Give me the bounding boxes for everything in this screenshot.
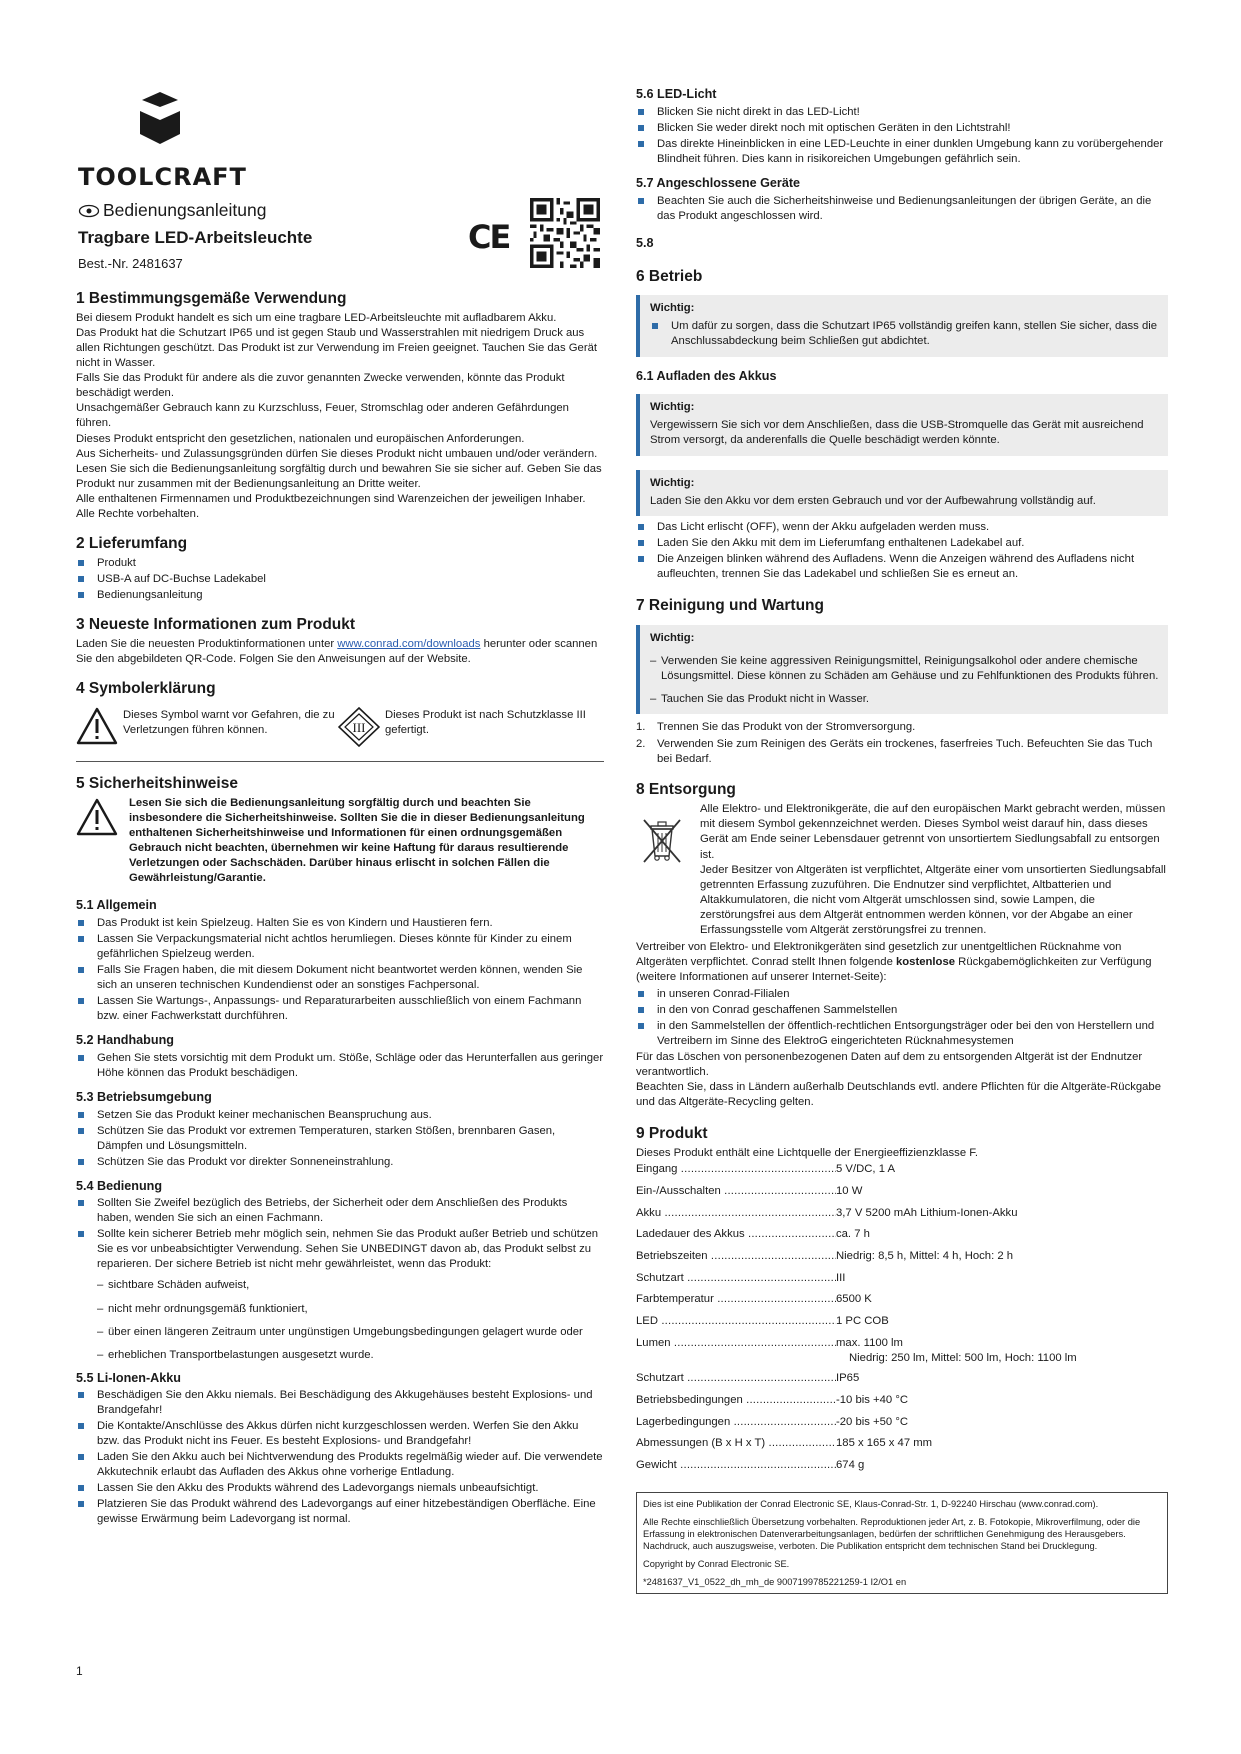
dash-item: – erheblichen Transportbelastungen ausgesetzt wurde.	[97, 1348, 604, 1363]
section-5-2-title: 5.2 Handhabung	[76, 1033, 174, 1048]
spec-label: Gewicht .....	[636, 1458, 836, 1473]
toolcraft-logo-mark-icon	[76, 92, 256, 154]
spec-value: Niedrig: 8,5 h, Mittel: 4 h, Hoch: 2 h	[836, 1249, 1014, 1262]
s61-list	[636, 520, 1168, 582]
imprint-publisher: Dies ist eine Publikation der Conrad Electronic SE, Klaus-Conrad-Str. 1, D-92240 Hirschau (www.conrad.com).	[643, 1498, 1099, 1509]
list-item: Sollte kein sicherer Betrieb mehr möglich sein, nehmen Sie das Produkt außer Betrieb und schützen Sie es vor unbeabsichtigter Verwendung. Sehen Sie UNBEDINGT davon ab, das Produkt selbst zu reparieren. Der sichere Betrieb ist nicht mehr gewährleistet, wenn das Produkt:	[76, 1227, 604, 1272]
spec-label: Betriebszeiten .....	[636, 1249, 836, 1264]
s1-paragraph: Falls Sie das Produkt für andere als die zuvor genannten Zwecke verwenden, könnte das Produkt beschädigt werden.	[76, 372, 565, 400]
list-item: Bedienungsanleitung	[76, 588, 604, 603]
warning-box-list	[650, 319, 1160, 349]
spec-label: Lumen .....	[636, 1336, 836, 1351]
spec-label: Lagerbedingungen .....	[636, 1415, 836, 1430]
list-item: in den von Conrad geschaffenen Sammelstellen	[636, 1003, 1168, 1018]
spec-row	[636, 1249, 1168, 1271]
s1-paragraph: Das Produkt hat die Schutzart IP65 und ist gegen Staub und Wasserstrahlen mit niedrigem Druck aus allen Richtungen geschützt. Das Produkt ist zur Verwendung im Freien geeignet. Tauchen Sie das Gerät nicht in Wasser.	[76, 327, 598, 370]
step-text: Verwenden Sie zum Reinigen des Geräts ein trockenes, faserfreies Tuch. Befeuchten Sie das Tuch bei Bedarf.	[657, 738, 1153, 766]
section-5-7-title: 5.7 Angeschlossene Geräte	[636, 175, 801, 190]
dash-item: – nicht mehr ordnungsgemäß funktioniert,	[97, 1302, 604, 1317]
s8-bold-text: kostenlose	[896, 955, 956, 968]
s1-paragraph: Bei diesem Produkt handelt es sich um eine tragbare LED-Arbeitsleuchte mit aufladbarem Akku.	[76, 312, 557, 325]
class3-symbol-text: Dieses Produkt ist nach Schutzklasse III gefertigt.	[385, 708, 586, 736]
s56-list	[636, 105, 1168, 167]
spec-table	[636, 1162, 1168, 1480]
imprint-doc-id: *2481637_V1_0522_dh_mh_de 9007199785221259-1 I2/O1 en	[643, 1577, 907, 1588]
spec-value: -10 bis +40 °C	[836, 1394, 909, 1407]
weee-paragraph: Alle Elektro- und Elektronikgeräte, die auf den europäischen Markt gebracht werden, müssen mit diesem Symbol gekennzeichnet werden. Dieses Symbol weist darauf hin, dass dieses Gerät am Ende seiner Lebensdauer getrennt von unsortiertem Siedlungsabfall zu entsorgen ist.	[700, 803, 1166, 861]
crossed-out-bin-icon	[640, 816, 684, 864]
s55-list	[76, 1388, 604, 1527]
weee-block	[636, 802, 1168, 937]
spec-row	[636, 1292, 1168, 1314]
s1-paragraph: Aus Sicherheits- und Zulassungsgründen dürfen Sie dieses Produkt nicht umbauen und/oder verändern.	[76, 447, 598, 460]
s9-intro: Dieses Produkt enthält eine Lichtquelle der Energieeffizienzklasse F.	[636, 1147, 979, 1160]
symbol-warning	[76, 707, 338, 759]
warning-box-text: Vergewissern Sie sich vor dem Anschließen, dass die USB-Stromquelle das Gerät mit ausreichend Strom versorgt, da anderenfalls die Quelle beschädigt werden könnte.	[650, 419, 1144, 447]
product-title: Tragbare LED-Arbeitsleuchte	[78, 228, 313, 247]
list-item: Beschädigen Sie den Akku niemals. Bei Beschädigung des Akkugehäuses besteht Explosions- und Brandgefahr!	[76, 1388, 604, 1418]
s54-list	[76, 1196, 604, 1272]
spec-row	[636, 1371, 1168, 1393]
list-item: Produkt	[76, 556, 604, 571]
toolcraft-logo	[76, 92, 256, 192]
list-item: Setzen Sie das Produkt keiner mechanischen Beanspruchung aus.	[76, 1108, 604, 1123]
s57-list	[636, 194, 1168, 224]
spec-value: 674 g	[836, 1459, 865, 1472]
list-item: USB-A auf DC-Buchse Ladekabel	[76, 572, 604, 587]
qr-code-icon	[530, 198, 600, 268]
weee-text	[700, 802, 1168, 937]
list-item: Platzieren Sie das Produkt während des Ladevorgangs auf einer hitzebeständigen Oberfläche. Eine gewisse Erwärmung beim Ladevorgang ist normal.	[76, 1497, 604, 1527]
s3-paragraph	[76, 637, 604, 667]
dash-item: – Verwenden Sie keine aggressiven Reinigungsmittel, Reinigungsalkohol oder andere chemische Lösungsmittel. Diese können zu Schäden am Gehäuse und zu Fehlfunktionen des Produkts führen.	[650, 654, 1160, 684]
spec-value: III	[836, 1271, 846, 1284]
downloads-link[interactable]: www.conrad.com/downloads	[337, 638, 481, 651]
spec-value: ca. 7 h	[836, 1228, 870, 1241]
spec-row	[636, 1436, 1168, 1458]
spec-value: 5 V/DC, 1 A	[836, 1163, 896, 1176]
page-number: 1	[76, 1664, 83, 1678]
spec-label: Schutzart .....	[636, 1371, 836, 1386]
list-item: Schützen Sie das Produkt vor direkter Sonneneinstrahlung.	[76, 1155, 604, 1170]
warning-box-text: Laden Sie den Akku vor dem ersten Gebrauch und vor der Aufbewahrung vollständig auf.	[650, 494, 1096, 507]
section-5-6-title: 5.6 LED-Licht	[636, 87, 717, 101]
dash-item: – Tauchen Sie das Produkt nicht in Wasser.	[650, 692, 1160, 707]
s8-paragraph: Für das Löschen von personenbezogenen Daten auf dem zu entsorgenden Altgerät ist der Endnutzer verantwortlich.	[636, 1050, 1143, 1078]
eye-icon	[78, 204, 100, 218]
imprint-rights: Alle Rechte einschließlich Übersetzung vorbehalten. Reproduktionen jeder Art, z. B. Fotokopie, Mikroverfilmung, oder die Erfassung in elektronischen Datenverarbeitungsanlagen, bedürfen der schriftlichen Genehmigung des Herausgebers. Nachdruck, auch auszugsweise, verboten. Die Publikation entspricht dem technischen Stand bei Drucklegung.	[643, 1516, 1141, 1552]
s8-paragraph: Beachten Sie, dass in Ländern außerhalb Deutschlands evtl. andere Pflichten für die Altgeräte-Rückgabe und das Altgeräte-Recycling gelten.	[636, 1080, 1162, 1108]
list-item: Lassen Sie Verpackungsmaterial nicht achtlos herumliegen. Dieses könnte für Kinder zu einem gefährlichen Spielzeug werden.	[76, 932, 604, 962]
section-1-title: 1 Bestimmungsgemäße Verwendung	[76, 290, 347, 307]
spec-label: Eingang .....	[636, 1162, 836, 1177]
section-5-8-title: 5.8	[636, 235, 654, 250]
delivery-list	[76, 556, 604, 603]
spec-row-continuation	[636, 1351, 1168, 1371]
section-5-4-title: 5.4 Bedienung	[76, 1178, 163, 1193]
list-item: Das direkte Hineinblicken in eine LED-Leuchte in einer dunklen Umgebung kann zu vorübergehender Blindheit führen. Dies kann in risikoreichen Umgebungen gefährlich sein.	[636, 137, 1168, 167]
symbol-row	[76, 707, 604, 759]
step-number: 1.	[636, 721, 646, 734]
safety-intro-text: Lesen Sie sich die Bedienungsanleitung sorgfältig durch und beachten Sie insbesondere die Sicherheitshinweise. Sollten Sie die in dieser Bedienungsanleitung enthaltenen Sicherheitshinweise und Informationen für einen ordnungsgemäßen Gebrauch nicht beachten, übernehmen wir keine Haftung für daraus resultierende Verletzungen oder Sachschäden. Darüber hinaus erlischt in solchen Fällen die Gewährleistung/Garantie.	[129, 797, 585, 885]
section-2-title: 2 Lieferumfang	[76, 534, 188, 552]
s1-paragraph: Unsachgemäßer Gebrauch kann zu Kurzschluss, Feuer, Stromschlag oder anderen Gefährdungen führen.	[76, 402, 569, 430]
s51-list	[76, 916, 604, 1024]
section-3-title: 3 Neueste Informationen zum Produkt	[76, 616, 356, 634]
symbol-class3	[338, 707, 600, 759]
section-3	[76, 615, 604, 667]
s8-paragraph	[636, 940, 1168, 985]
spec-row	[636, 1271, 1168, 1293]
warning-box-title: Wichtig:	[650, 401, 695, 414]
section-2	[76, 534, 604, 603]
step-number: 2.	[636, 738, 646, 751]
spec-label: Akku .....	[636, 1206, 836, 1221]
spec-row	[636, 1206, 1168, 1228]
warning-box-dash-list	[650, 654, 1160, 707]
imprint-copyright: Copyright by Conrad Electronic SE.	[643, 1559, 790, 1570]
order-number: Best.-Nr. 2481637	[78, 256, 183, 271]
imprint-box	[636, 1492, 1168, 1594]
section-5-1-title: 5.1 Allgemein	[76, 898, 157, 913]
warning-symbol-text: Dieses Symbol warnt vor Gefahren, die zu Verletzungen führen können.	[123, 708, 335, 736]
spec-row	[636, 1314, 1168, 1336]
list-item: Schützen Sie das Produkt vor extremen Temperaturen, starken Stößen, brennbaren Gasen, Dämpfen und Lösungsmitteln.	[76, 1124, 604, 1154]
section-7-title: 7 Reinigung und Wartung	[636, 596, 824, 614]
return-options-list	[636, 987, 1168, 1049]
s8-text-after: Rückgabemöglichkeiten zur Verfügung (weitere Informationen auf unserer Internet-Seite):	[636, 955, 1152, 983]
warning-box	[636, 394, 1168, 455]
ce-mark: CE	[468, 218, 510, 256]
list-item: Die Anzeigen blinken während des Aufladens. Wenn die Anzeigen während des Aufladens nicht aufleuchten, trennen Sie das Ladekabel und schließen Sie es erneut an.	[636, 552, 1168, 582]
safety-intro	[76, 796, 604, 886]
warning-triangle-icon	[76, 707, 118, 745]
section-6-title: 6 Betrieb	[636, 268, 703, 286]
list-item: Sollten Sie Zweifel bezüglich des Betriebs, der Sicherheit oder dem Anschließen des Produkts haben, wenden Sie sich an einen Fachmann.	[76, 1196, 604, 1226]
dash-item: – über einen längeren Zeitraum unter ungünstigen Umgebungsbedingungen gelagert wurde oder	[97, 1325, 604, 1340]
spec-row	[636, 1184, 1168, 1206]
list-item: Falls Sie Fragen haben, die mit diesem Dokument nicht beantwortet werden können, wenden Sie sich an unseren technischen Kundendienst oder an sonstiges Fachpersonal.	[76, 963, 604, 993]
weee-paragraph: Jeder Besitzer von Altgeräten ist verpflichtet, Altgeräte einer vom unsortierten Siedlungsabfall getrennten Erfassung zuzuführen. Die Endnutzer sind verpflichtet, Altbatterien und Altakkumulatoren, die nicht vom Altgerät umschlossen sind, sowie Lampen, die zerstörungsfrei aus dem Altgerät entnommen werden können, vor der Abgabe an einer Erfassungsstelle vom Altgerät zerstörungsfrei zu trennen.	[700, 863, 1166, 936]
section-4-title: 4 Symbolerklärung	[76, 680, 216, 698]
spec-label: Ein-/Ausschalten .....	[636, 1184, 836, 1199]
s1-paragraph: Dieses Produkt entspricht den gesetzlichen, nationalen und europäischen Anforderungen.	[76, 432, 525, 445]
list-item: Laden Sie den Akku mit dem im Lieferumfang enthaltenen Ladekabel auf.	[636, 536, 1168, 551]
spec-label: Betriebsbedingungen .....	[636, 1393, 836, 1408]
s54-dash-list	[76, 1278, 604, 1362]
warning-box-title: Wichtig:	[650, 301, 695, 314]
spec-label: Abmessungen (B x H x T) .....	[636, 1436, 836, 1451]
spec-row	[636, 1393, 1168, 1415]
spec-value: 10 W	[836, 1184, 863, 1197]
left-flow	[76, 277, 604, 1528]
spec-value: IP65	[836, 1372, 860, 1385]
s53-list	[76, 1108, 604, 1170]
step-item	[636, 720, 1168, 735]
list-item: Um dafür zu sorgen, dass die Schutzart IP65 vollständig greifen kann, stellen Sie sicher, dass die Anschlussabdeckung beim Schließen gut abdichtet.	[650, 319, 1160, 349]
s8-text-before: Vertreiber von Elektro- und Elektronikgeräten sind gesetzlich zur unentgeltlichen Rücknahme von Altgeräten verpflichtet. Conrad stellt Ihnen folgende	[636, 940, 1122, 968]
warning-triangle-icon	[76, 798, 118, 836]
section-5-title: 5 Sicherheitshinweise	[76, 774, 238, 792]
spec-value: 3,7 V 5200 mAh Lithium-Ionen-Akku	[836, 1206, 1018, 1219]
list-item: Das Produkt ist kein Spielzeug. Halten Sie es von Kindern und Haustieren fern.	[76, 916, 604, 931]
list-item: in unseren Conrad-Filialen	[636, 987, 1168, 1002]
dash-item: – sichtbare Schäden aufweist,	[97, 1278, 604, 1293]
divider	[76, 761, 604, 762]
right-flow	[636, 78, 1168, 1594]
section-5-3-title: 5.3 Betriebsumgebung	[76, 1089, 212, 1104]
section-6-1-title: 6.1 Aufladen des Akkus	[636, 368, 777, 383]
section-1	[76, 289, 604, 522]
list-item: Das Licht erlischt (OFF), wenn der Akku aufgeladen werden muss.	[636, 520, 1168, 535]
list-item: Gehen Sie stets vorsichtig mit dem Produkt um. Stöße, Schläge oder das Herunterfallen aus geringer Höhe können das Produkt beschädigen.	[76, 1051, 604, 1081]
spec-value: 6500 K	[836, 1293, 872, 1306]
warning-box-title: Wichtig:	[650, 476, 695, 489]
spec-value: 1 PC COB	[836, 1314, 889, 1327]
s1-paragraph: Alle enthaltenen Firmennamen und Produktbezeichnungen sind Warenzeichen der jeweiligen Inhaber. Alle Rechte vorbehalten.	[76, 492, 586, 520]
step-item	[636, 737, 1168, 767]
s3-text-before: Laden Sie die neuesten Produktinformationen unter	[76, 638, 338, 651]
spec-row	[636, 1227, 1168, 1249]
section-5	[76, 774, 604, 1528]
spec-label: LED .....	[636, 1314, 836, 1329]
s3-text-after: herunter oder scannen Sie den abgebildeten QR-Code. Folgen Sie den Anweisungen auf der Website.	[76, 638, 598, 666]
spec-row	[636, 1162, 1168, 1184]
list-item: Beachten Sie auch die Sicherheitshinweise und Bedienungsanleitungen der übrigen Geräte, an die das Produkt angeschlossen wird.	[636, 194, 1168, 224]
spec-value: Niedrig: 250 lm, Mittel: 500 lm, Hoch: 1100 lm	[849, 1352, 1077, 1365]
spec-row	[636, 1458, 1168, 1480]
doc-type: Bedienungsanleitung	[103, 200, 267, 220]
list-item: Blicken Sie nicht direkt in das LED-Licht!	[636, 105, 1168, 120]
warning-box	[636, 295, 1168, 357]
spec-label: Ladedauer des Akkus .....	[636, 1227, 836, 1242]
s52-list	[76, 1051, 604, 1081]
warning-box	[636, 625, 1168, 714]
spec-value: 185 x 165 x 47 mm	[836, 1437, 933, 1450]
spec-row	[636, 1415, 1168, 1437]
list-item: Die Kontakte/Anschlüsse des Akkus dürfen nicht kurzgeschlossen werden. Werfen Sie den Akku bzw. das Produkt nicht ins Feuer. Es besteht Explosions- und Brandgefahr!	[76, 1419, 604, 1449]
list-item: Blicken Sie weder direkt noch mit optischen Geräten in den Lichtstrahl!	[636, 121, 1168, 136]
section-5-5-title: 5.5 Li-Ionen-Akku	[76, 1370, 181, 1385]
class-3-mark: III	[352, 719, 366, 735]
list-item: Lassen Sie den Akku des Produkts während des Ladevorgangs niemals unbeaufsichtigt.	[76, 1481, 604, 1496]
spec-label: Schutzart .....	[636, 1271, 836, 1286]
section-9-title: 9 Produkt	[636, 1124, 708, 1142]
section-8-title: 8 Entsorgung	[636, 781, 736, 799]
warning-box	[636, 470, 1168, 516]
brand-wordmark: TOOLCRAFT	[78, 163, 247, 191]
list-item: Lassen Sie Wartungs-, Anpassungs- und Reparaturarbeiten ausschließlich von einem Fachmann bzw. einer Fachwerkstatt durchführen.	[76, 994, 604, 1024]
spec-label: Farbtemperatur .....	[636, 1292, 836, 1307]
step-text: Trennen Sie das Produkt von der Stromversorgung.	[657, 721, 916, 734]
section-4	[76, 679, 604, 761]
spec-value: -20 bis +50 °C	[836, 1415, 909, 1428]
list-item: Laden Sie den Akku auch bei Nichtverwendung des Produkts regelmäßig wieder auf. Die verwendete Akkutechnik erlaubt das Aufladen des Akkus ohne vorherige Entladung.	[76, 1450, 604, 1480]
s1-paragraph: Lesen Sie sich die Bedienungsanleitung sorgfältig durch und bewahren Sie sie sicher auf. Geben Sie das Produkt nur zusammen mit der Bedienungsanleitung an Dritte weiter.	[76, 462, 602, 490]
protection-class-3-icon	[338, 707, 380, 747]
doc-type-line	[78, 199, 266, 222]
list-item: in den Sammelstellen der öffentlich-rechtlichen Entsorgungsträger oder bei den von Herstellern und Vertreibern im Sinne des ElektroG eingerichteten Rücknahmesystemen	[636, 1019, 1168, 1049]
cleaning-steps	[636, 720, 1168, 767]
spec-value: max. 1100 lm	[836, 1336, 903, 1349]
warning-box-title: Wichtig:	[650, 631, 695, 644]
